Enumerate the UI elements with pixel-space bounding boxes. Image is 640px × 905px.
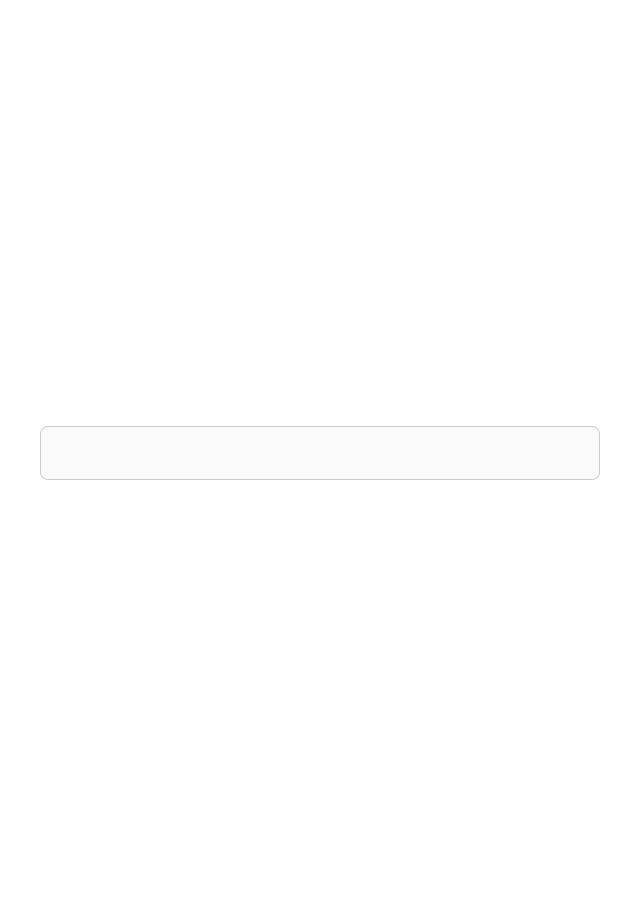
- content-panel: [40, 426, 600, 480]
